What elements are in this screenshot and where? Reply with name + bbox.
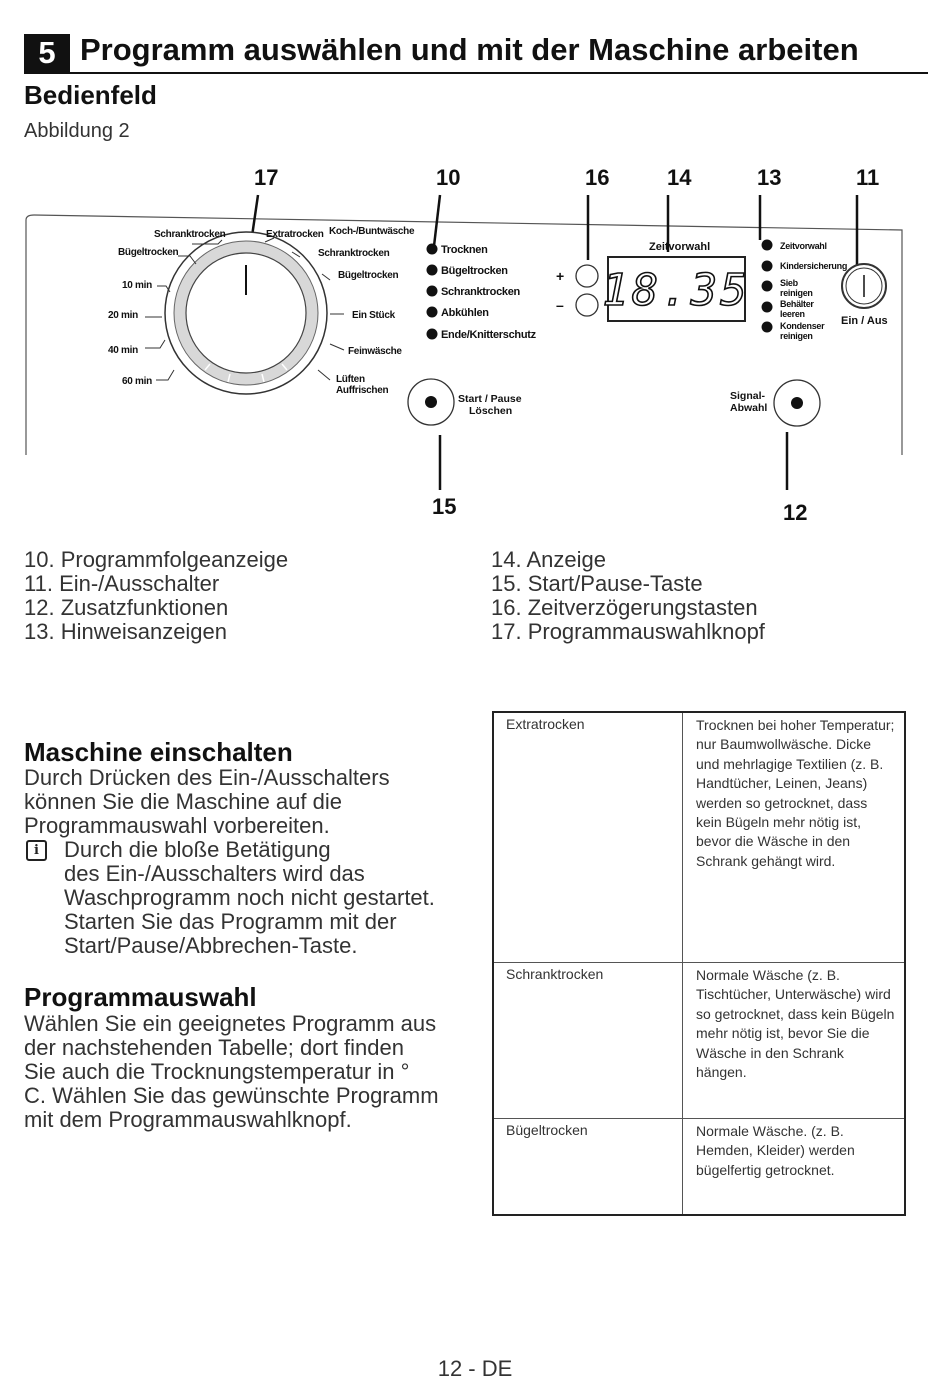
legend-item: 16. Zeitverzögerungstasten — [491, 595, 758, 620]
dial-label-buegeltrocken: Bügeltrocken — [118, 247, 179, 258]
dial-label-60min: 60 min — [122, 376, 152, 387]
dial-label-40min: 40 min — [108, 345, 138, 356]
callout-lines — [250, 195, 857, 490]
program-name: Extratrocken — [506, 716, 585, 732]
warning-leds — [762, 240, 848, 342]
legend-item: 17. Programmauswahlknopf — [491, 619, 765, 644]
plus-label: + — [556, 268, 565, 284]
signal-off-button[interactable] — [774, 380, 820, 426]
note-line: des Ein-/Ausschalters wird das — [64, 861, 365, 886]
text-line: Durch Drücken des Ein-/Ausschalters — [24, 765, 390, 790]
led-label-trocknen: Trocknen — [441, 244, 488, 256]
signal-label-1: Signal- — [730, 390, 766, 402]
callout-10: 10 — [436, 165, 461, 190]
figure-caption: Abbildung 2 — [24, 120, 130, 142]
warn-label-kindersicherung: Kindersicherung — [780, 261, 848, 271]
led-label-abkuehlen: Abkühlen — [441, 307, 489, 319]
legend-right — [491, 548, 765, 644]
dial-label-lueften: Lüften — [336, 374, 365, 385]
display-value: 18.35 — [602, 265, 750, 316]
callout-14: 14 — [667, 165, 692, 190]
chapter-rule — [24, 72, 928, 74]
program-name: Schranktrocken — [506, 966, 604, 982]
display-label: Zeitvorwahl — [649, 241, 711, 253]
heading-switch-on: Maschine einschalten — [24, 737, 293, 767]
warn-label-kondenser: Kondenser — [780, 321, 825, 331]
note-line: Waschprogramm noch nicht gestartet. — [64, 885, 435, 910]
dial-label-koch-buntwaesche: Koch-/Buntwäsche — [329, 226, 415, 237]
legend-left — [24, 548, 288, 644]
power-label: Ein / Aus — [841, 315, 888, 327]
text-line: Sie auch die Trocknungstemperatur in ° — [24, 1059, 410, 1084]
page-number: 12 - DE — [437, 1356, 513, 1381]
dial-label-10min: 10 min — [122, 280, 152, 291]
legend-item: 15. Start/Pause-Taste — [491, 571, 703, 596]
program-sequence-leds — [427, 244, 537, 342]
led-label-schranktrocken: Schranktrocken — [441, 286, 520, 298]
control-panel-diagram — [0, 160, 950, 530]
table-row — [494, 963, 904, 1119]
dial-label-extratrocken: Extratrocken — [266, 229, 324, 240]
callout-11: 11 — [856, 165, 880, 190]
warn-label-reinigen-2: reinigen — [780, 331, 813, 341]
section-heading-control-panel: Bedienfeld — [24, 80, 157, 110]
heading-program-select: Programmauswahl — [24, 982, 257, 1012]
warn-label-leeren: leeren — [780, 309, 805, 319]
note-line: Starten Sie das Programm mit der — [64, 909, 397, 934]
start-label-1: Start / Pause — [458, 393, 522, 405]
callout-13: 13 — [757, 165, 782, 190]
legend-item: 12. Zusatzfunktionen — [24, 595, 229, 620]
warn-label-sieb: Sieb — [780, 278, 798, 288]
warn-label-reinigen: reinigen — [780, 288, 813, 298]
dial-label-ein-stueck: Ein Stück — [352, 310, 395, 321]
text-line: Programmauswahl vorbereiten. — [24, 813, 330, 838]
chapter-number: 5 — [24, 34, 70, 72]
program-select-text — [24, 1012, 474, 1132]
dial-label-buegeltrocken-right: Bügeltrocken — [338, 270, 399, 281]
text-line: mit dem Programmauswahlknopf. — [24, 1107, 352, 1132]
start-pause-button[interactable] — [408, 379, 454, 425]
note-line: Durch die bloße Betätigung — [64, 837, 331, 862]
text-line: Wählen Sie ein geeignetes Programm aus — [24, 1011, 437, 1036]
legend-item: 11. Ein-/Ausschalter — [24, 571, 220, 596]
dial-label-schranktrocken-right: Schranktrocken — [318, 248, 390, 259]
display — [602, 241, 749, 321]
callout-12: 12 — [783, 500, 808, 525]
legend-item: 13. Hinweisanzeigen — [24, 619, 228, 644]
led-label-buegeltrocken: Bügeltrocken — [441, 265, 508, 277]
program-desc: Normale Wäsche (z. B. Tischtücher, Unterwäsche) wird so getrocknet, dass kein Bügeln mehr nötig ist, bevor Sie die Wäsche in den Schrank hängen. — [696, 967, 895, 1081]
switch-on-text — [24, 766, 474, 838]
note-line: Start/Pause/Abbrechen-Taste. — [64, 933, 358, 958]
dial-label-schranktrocken: Schranktrocken — [154, 229, 226, 240]
delay-buttons — [556, 265, 598, 316]
dial-label-feinwaesche: Feinwäsche — [348, 346, 402, 357]
chapter-title: Programm auswählen und mit der Maschine arbeiten — [80, 32, 859, 67]
program-table — [492, 711, 906, 1216]
table-row — [494, 1119, 904, 1214]
callout-17: 17 — [254, 165, 279, 190]
delay-minus-button[interactable] — [576, 294, 598, 316]
program-desc: Trocknen bei hoher Temperatur; nur Baumwollwäsche. Dicke und mehrlagige Textilien (z. B. Handtücher, Leinen, Jeans) werden so getrocknet, dass kein Bügeln mehr nötig ist, bevor die Wäsche in den Schrank gehängt wird. — [696, 717, 895, 869]
legend-item: 10. Programmfolgeanzeige — [24, 547, 289, 572]
table-row — [494, 713, 904, 963]
text-line: C. Wählen Sie das gewünschte Programm — [24, 1083, 439, 1108]
program-name: Bügeltrocken — [506, 1122, 588, 1138]
text-line: der nachstehenden Tabelle; dort finden — [24, 1035, 404, 1060]
text-line: können Sie die Maschine auf die — [24, 789, 342, 814]
delay-plus-button[interactable] — [576, 265, 598, 287]
info-icon: i — [26, 840, 47, 861]
program-desc: Normale Wäsche. (z. B. Hemden, Kleider) werden bügelfertig getrocknet. — [696, 1123, 855, 1178]
dial-label-20min: 20 min — [108, 310, 138, 321]
switch-on-note — [64, 838, 484, 958]
warn-label-zeitvorwahl: Zeitvorwahl — [780, 241, 827, 251]
legend-item: 14. Anzeige — [491, 547, 606, 572]
dial-label-auffrischen: Auffrischen — [336, 385, 389, 396]
minus-label: – — [556, 297, 564, 313]
warn-label-behaelter: Behälter — [780, 299, 814, 309]
callout-15: 15 — [432, 494, 457, 519]
led-label-ende-knitterschutz: Ende/Knitterschutz — [441, 329, 536, 341]
signal-label-2: Abwahl — [730, 402, 768, 414]
power-button[interactable] — [842, 264, 886, 308]
callout-16: 16 — [585, 165, 610, 190]
start-label-2: Löschen — [469, 405, 513, 417]
